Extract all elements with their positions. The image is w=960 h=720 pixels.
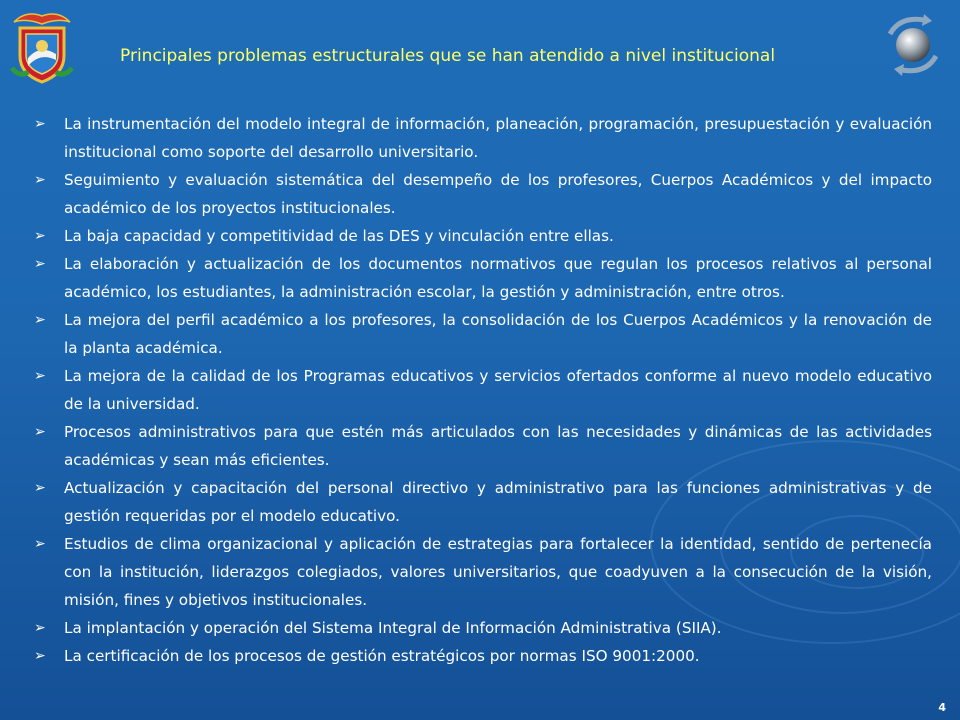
bullet-text: Procesos administrativos para que estén más articulados con las necesidades y dinámicas de las actividades académicas y sean más eficientes. <box>64 423 932 469</box>
bullet-text: La certificación de los procesos de gestión estratégicos por normas ISO 9001:2000. <box>64 647 700 665</box>
bullet-text: La implantación y operación del Sistema Integral de Información Administrativa (SIIA). <box>64 619 722 637</box>
arrow-bullet-icon: ➢ <box>34 116 46 132</box>
arrow-bullet-icon: ➢ <box>34 648 46 664</box>
bullet-text: La baja capacidad y competitividad de las DES y vinculación entre ellas. <box>64 227 614 245</box>
bullet-item <box>34 642 932 670</box>
arrow-bullet-icon: ➢ <box>34 620 46 636</box>
arrow-bullet-icon: ➢ <box>34 536 46 552</box>
arrow-bullet-icon: ➢ <box>34 312 46 328</box>
bullet-text: La mejora de la calidad de los Programas educativos y servicios ofertados conforme al nuevo modelo educativo de la universidad. <box>64 367 932 413</box>
bullet-item <box>34 222 932 250</box>
bullet-text: La mejora del perfil académico a los profesores, la consolidación de los Cuerpos Académicos y la renovación de la planta académica. <box>64 311 932 357</box>
bullet-item <box>34 306 932 362</box>
bullet-text: Actualización y capacitación del personal directivo y administrativo para las funciones administrativas y de gestión requeridas por el modelo educativo. <box>64 479 932 525</box>
bullet-item <box>34 530 932 614</box>
globe-arrows-icon <box>880 12 946 78</box>
slide-title: Principales problemas estructurales que se han atendido a nivel institucional <box>120 46 776 66</box>
bullet-item <box>34 474 932 530</box>
bullet-text: La elaboración y actualización de los documentos normativos que regulan los procesos relativos al personal académico, los estudiantes, la administración escolar, la gestión y administración, entre otros. <box>64 255 932 301</box>
bullet-item <box>34 110 932 166</box>
bullet-item <box>34 614 932 642</box>
university-crest-icon <box>10 8 74 86</box>
bullet-item <box>34 166 932 222</box>
arrow-bullet-icon: ➢ <box>34 228 46 244</box>
bullet-list <box>34 110 932 670</box>
bullet-item <box>34 362 932 418</box>
arrow-bullet-icon: ➢ <box>34 424 46 440</box>
bullet-text: Seguimiento y evaluación sistemática del desempeño de los profesores, Cuerpos Académicos y del impacto académico de los proyectos institucionales. <box>64 171 932 217</box>
bullet-text: La instrumentación del modelo integral de información, planeación, programación, presupuestación y evaluación institucional como soporte del desarrollo universitario. <box>64 115 932 161</box>
bullet-item <box>34 250 932 306</box>
arrow-bullet-icon: ➢ <box>34 480 46 496</box>
arrow-bullet-icon: ➢ <box>34 368 46 384</box>
bullet-item <box>34 418 932 474</box>
bullet-text: Estudios de clima organizacional y aplicación de estrategias para fortalecer la identidad, sentido de pertenecía con la institución, liderazgos colegiados, valores universitarios, que coadyuven a la consecución de la visión, misión, fines y objetivos institucionales. <box>64 535 932 609</box>
arrow-bullet-icon: ➢ <box>34 172 46 188</box>
page-number: 4 <box>938 701 946 714</box>
arrow-bullet-icon: ➢ <box>34 256 46 272</box>
